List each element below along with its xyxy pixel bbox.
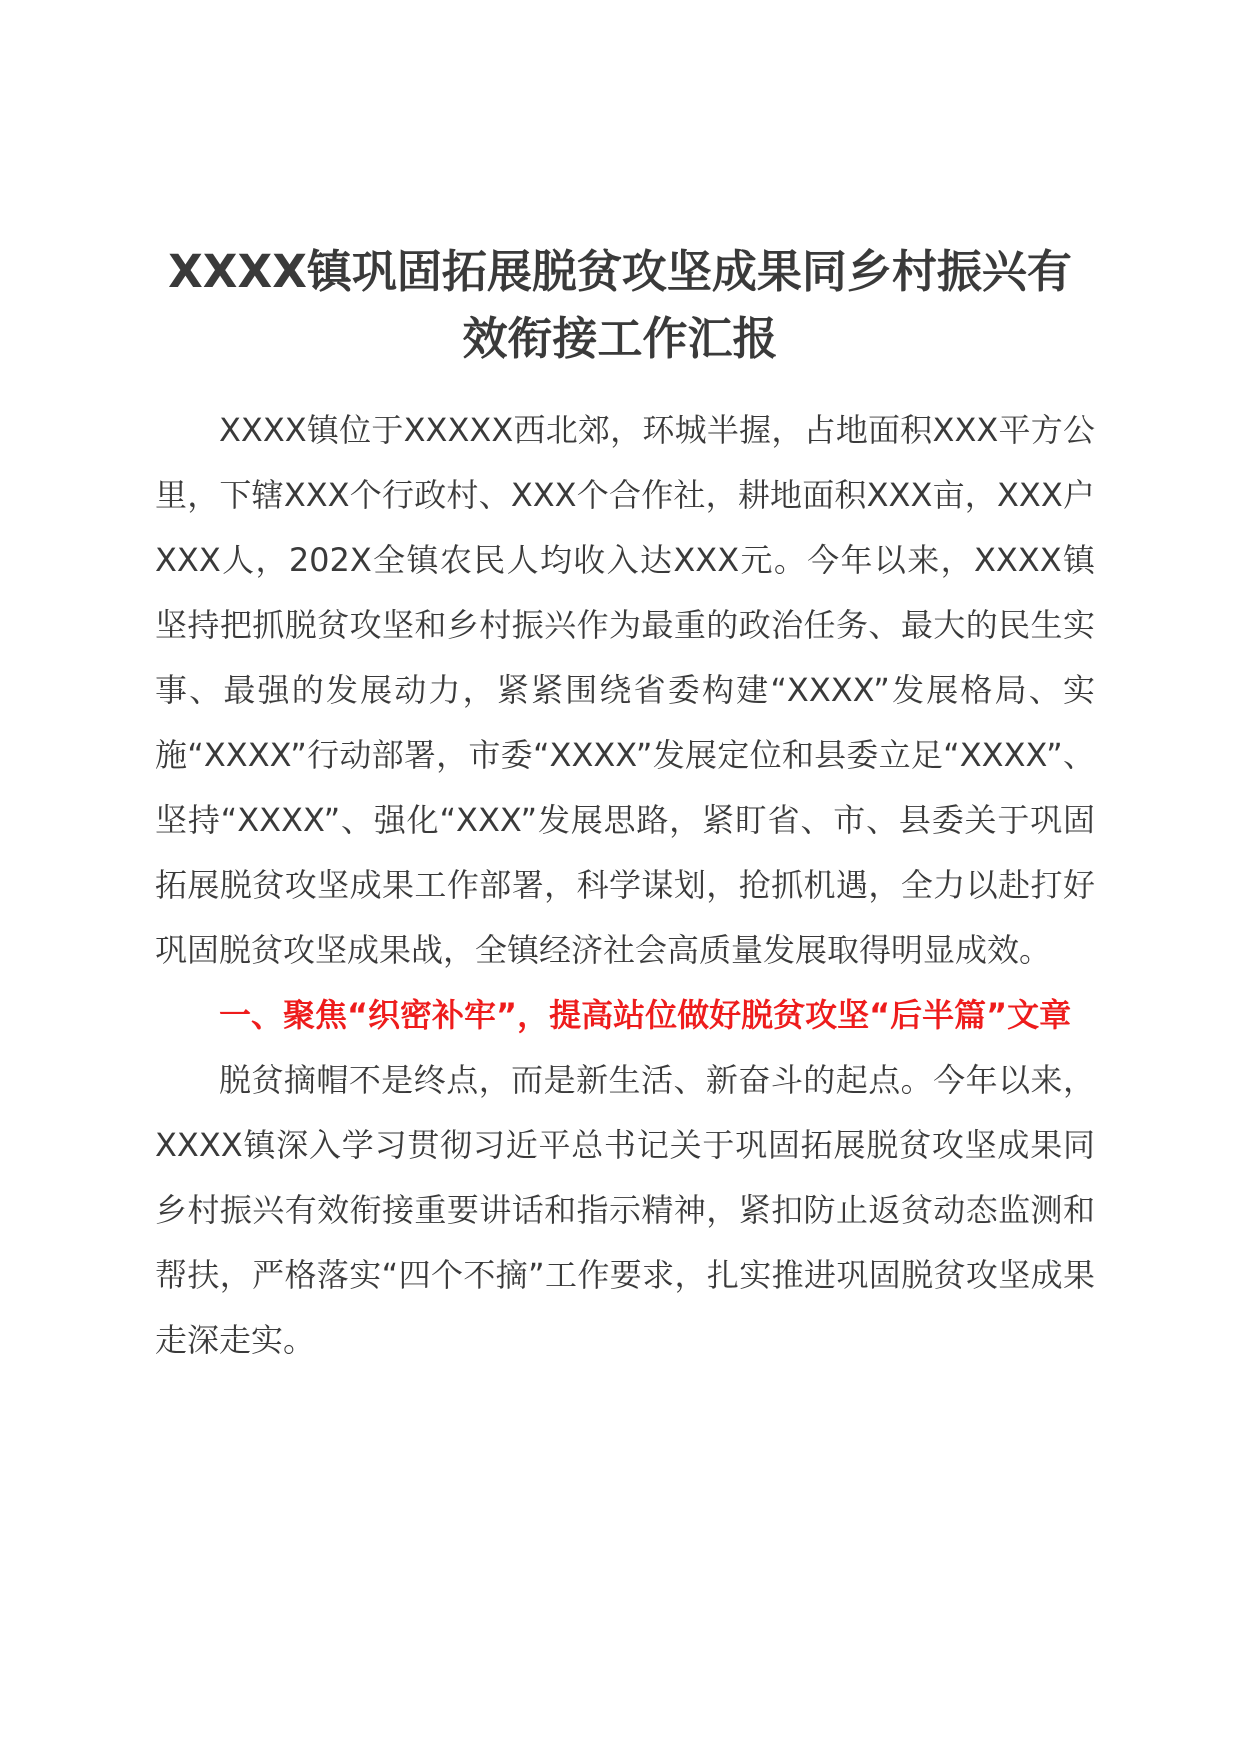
intro-paragraph: XXXX镇位于XXXXX西北郊，环城半握，占地面积XXX平方公里，下辖XXX个行政村、XXX个合作社，耕地面积XXX亩，XXX户XXX人，202X全镇农民人均收入达XXX元。今年以来，XXXX镇坚持把抓脱贫攻坚和乡村振兴作为最重的政治任务、最大的民生实事、最强的发展动力，紧紧围绕省委构建“XXXX”发展格局、实施“XXXX”行动部署，市委“XXXX”发展定位和县委立足“XXXX”、坚持“XXXX”、强化“XXX”发展思路，紧盯省、市、县委关于巩固拓展脱贫攻坚成果工作部署，科学谋划，抢抓机遇，全力以赴打好巩固脱贫攻坚成果战，全镇经济社会高质量发展取得明显成效。	[155, 411, 1095, 969]
document-title: XXXX镇巩固拓展脱贫攻坚成果同乡村振兴有效衔接工作汇报	[168, 245, 1072, 365]
document-body	[155, 398, 1095, 1373]
section-heading: 一、聚焦“织密补牢”，提高站位做好脱贫攻坚“后半篇”文章	[219, 996, 1072, 1034]
section-paragraph: 脱贫摘帽不是终点，而是新生活、新奋斗的起点。今年以来，XXXX镇深入学习贯彻习近平总书记关于巩固拓展脱贫攻坚成果同乡村振兴有效衔接重要讲话和指示精神，紧扣防止返贫动态监测和帮扶，严格落实“四个不摘”工作要求，扎实推进巩固脱贫攻坚成果走深走实。	[155, 1061, 1095, 1359]
